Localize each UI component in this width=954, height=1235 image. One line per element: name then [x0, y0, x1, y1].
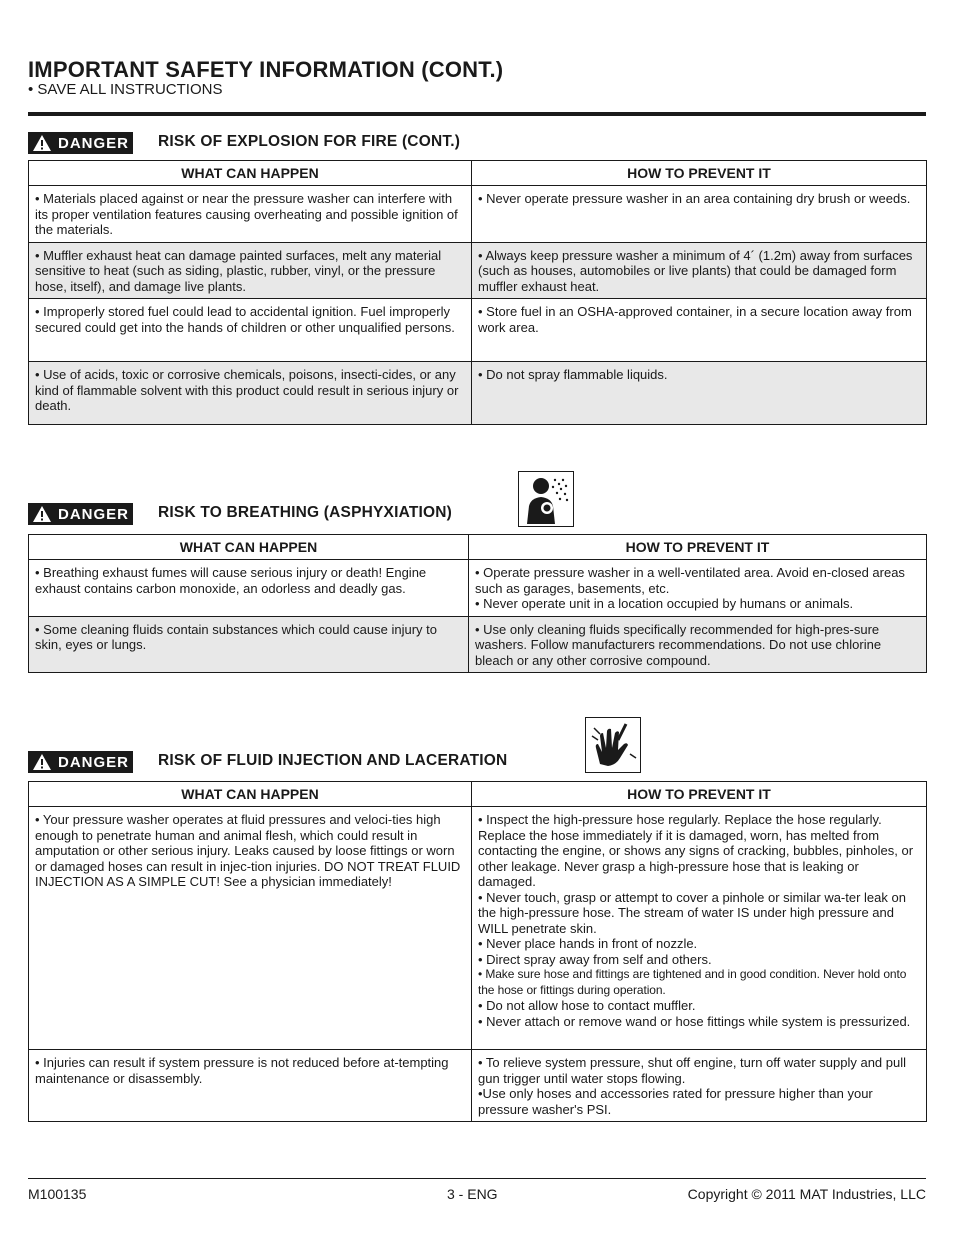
- how-cell: [472, 186, 927, 243]
- what-cell: [29, 616, 469, 673]
- danger-badge: [28, 751, 133, 773]
- column-header-how: HOW TO PREVENT IT: [472, 161, 927, 186]
- how-cell: [472, 807, 927, 1050]
- cell-text: • Injuries can result if system pressure is not reduced before at-tempting maintenance or disassembly.: [35, 1055, 449, 1086]
- fluid-injection-hand-icon: [585, 717, 641, 773]
- header-rule: [28, 112, 926, 116]
- table-row: [29, 362, 927, 425]
- cell-text: • Do not allow hose to contact muffler.: [478, 998, 696, 1013]
- danger-label: DANGER: [58, 505, 130, 523]
- table-row: [29, 807, 927, 1050]
- cell-text: • Use of acids, toxic or corrosive chemicals, poisons, insecti-cides, or any kind of flammable solvent with this product could result in serious injury or death.: [35, 367, 459, 413]
- cell-text: • Muffler exhaust heat can damage painted surfaces, melt any material sensitive to heat (such as siding, plastic, rubber, vinyl, or the pressure hose, itself), and damage live plants.: [35, 247, 442, 294]
- cell-text: • To relieve system pressure, shut off engine, turn off water supply and pull gun trigger until water stops flowing.: [478, 1055, 907, 1086]
- cell-text: • Do not spray flammable liquids.: [478, 367, 668, 382]
- what-cell: [29, 186, 472, 243]
- table-row: [29, 299, 927, 362]
- cell-text: • Make sure hose and fittings are tightened and in good condition. Never hold onto the hose or fittings during operation.: [478, 967, 907, 997]
- hazard-table: [28, 160, 927, 425]
- warning-triangle-icon: [32, 753, 52, 771]
- what-cell: [29, 242, 472, 299]
- cell-text: • Use only cleaning fluids specifically recommended for high-pres-sure washers. Follow manufacturers recommendations. Do not use chlorine bleach or any other corrosive compound.: [475, 621, 882, 668]
- cell-text: • Materials placed against or near the pressure washer can interfere with its proper ventilation features causing overheating and possible ignition of the materials.: [35, 191, 458, 237]
- cell-text: • Operate pressure washer in a well-ventilated area. Avoid en-closed areas such as garages, basements, etc.: [475, 565, 905, 596]
- column-header-what: WHAT CAN HAPPEN: [29, 161, 472, 186]
- cell-text: • Never touch, grasp or attempt to cover a pinhole or similar wa-ter leak on the high-pressure hose. The stream of water IS under high pressure and WILL penetrate skin.: [478, 889, 906, 936]
- cell-text: • Your pressure washer operates at fluid pressures and veloci-ties high enough to penetrate human and animal flesh, which could result in amputation or other serious injury. Leaks caused by loose fittings or worn or damaged hoses can result in injec-tion injuries. DO NOT TREAT FLUID INJECTION AS A SIMPLE CUT! See a physician immediately!: [35, 812, 461, 889]
- page-title: IMPORTANT SAFETY INFORMATION (CONT.): [28, 57, 504, 82]
- what-cell: [29, 1050, 472, 1122]
- section-explosion-fire: [28, 126, 926, 425]
- column-header-what: WHAT CAN HAPPEN: [29, 535, 469, 560]
- page-number: 3 - ENG: [447, 1186, 498, 1202]
- danger-label: DANGER: [58, 753, 130, 771]
- how-cell: [469, 616, 927, 673]
- cell-text: • Inspect the high-pressure hose regularly. Replace the hose regularly. Replace the hose immediately if it is damaged, worn, has melted from contacting the engine, or shows any signs of cracking, bubbles, pinholes, or other leakage. Never grasp a high-pressure hose that is leaking or damaged.: [478, 812, 914, 889]
- section-header: [28, 497, 926, 527]
- asphyxiation-icon: [518, 471, 574, 527]
- cell-text: • Always keep pressure washer a minimum of 4´ (1.2m) away from surfaces (such as houses, automobiles or live plants) that could be damaged form muffler exhaust heat.: [478, 247, 913, 294]
- section-header: [28, 745, 926, 775]
- section-title: RISK OF EXPLOSION FOR FIRE (CONT.): [158, 133, 461, 150]
- column-header-what: WHAT CAN HAPPEN: [29, 782, 472, 807]
- copyright: Copyright © 2011 MAT Industries, LLC: [687, 1186, 926, 1202]
- danger-badge: [28, 132, 133, 154]
- cell-text: • Never operate unit in a location occupied by humans or animals.: [475, 596, 854, 611]
- cell-text: •Use only hoses and accessories rated for pressure higher than your pressure washer's PSI.: [478, 1086, 873, 1117]
- table-row: [29, 1050, 927, 1122]
- danger-label: DANGER: [58, 134, 130, 152]
- footer-rule: [28, 1178, 926, 1179]
- danger-badge: [28, 503, 133, 525]
- table-row: [29, 616, 927, 673]
- cell-text: • Never attach or remove wand or hose fittings while system is pressurized.: [478, 1013, 911, 1029]
- what-cell: [29, 560, 469, 617]
- table-row: [29, 560, 927, 617]
- cell-text: • Never operate pressure washer in an area containing dry brush or weeds.: [478, 191, 911, 206]
- table-row: [29, 186, 927, 243]
- hazard-table: [28, 781, 927, 1122]
- cell-text: • Improperly stored fuel could lead to accidental ignition. Fuel improperly secured could get into the hands of children or other unqualified persons.: [35, 304, 455, 335]
- cell-text: • Never place hands in front of nozzle.: [478, 936, 698, 951]
- cell-text: • Some cleaning fluids contain substances which could cause injury to skin, eyes or lungs.: [35, 621, 437, 652]
- section-title: RISK OF FLUID INJECTION AND LACERATION: [158, 752, 508, 769]
- what-cell: [29, 807, 472, 1050]
- table-row: [29, 242, 927, 299]
- warning-triangle-icon: [32, 505, 52, 523]
- how-cell: [472, 1050, 927, 1122]
- how-cell: [469, 560, 927, 617]
- section-header: [28, 126, 926, 156]
- how-cell: [472, 362, 927, 425]
- cell-text: • Store fuel in an OSHA-approved container, in a secure location away from work area.: [478, 304, 912, 335]
- how-cell: [472, 299, 927, 362]
- page-subtitle: • SAVE ALL INSTRUCTIONS: [28, 81, 223, 98]
- column-header-how: HOW TO PREVENT IT: [472, 782, 927, 807]
- doc-number: M100135: [28, 1186, 87, 1202]
- hazard-table: [28, 534, 927, 673]
- how-cell: [472, 242, 927, 299]
- cell-text: • Breathing exhaust fumes will cause serious injury or death! Engine exhaust contains carbon monoxide, an odorless and deadly gas.: [35, 565, 427, 596]
- warning-triangle-icon: [32, 134, 52, 152]
- column-header-how: HOW TO PREVENT IT: [469, 535, 927, 560]
- section-breathing: [28, 497, 926, 673]
- what-cell: [29, 299, 472, 362]
- section-fluid-injection: [28, 745, 926, 1122]
- what-cell: [29, 362, 472, 425]
- section-title: RISK TO BREATHING (ASPHYXIATION): [158, 504, 453, 521]
- cell-text: • Direct spray away from self and others.: [478, 951, 712, 967]
